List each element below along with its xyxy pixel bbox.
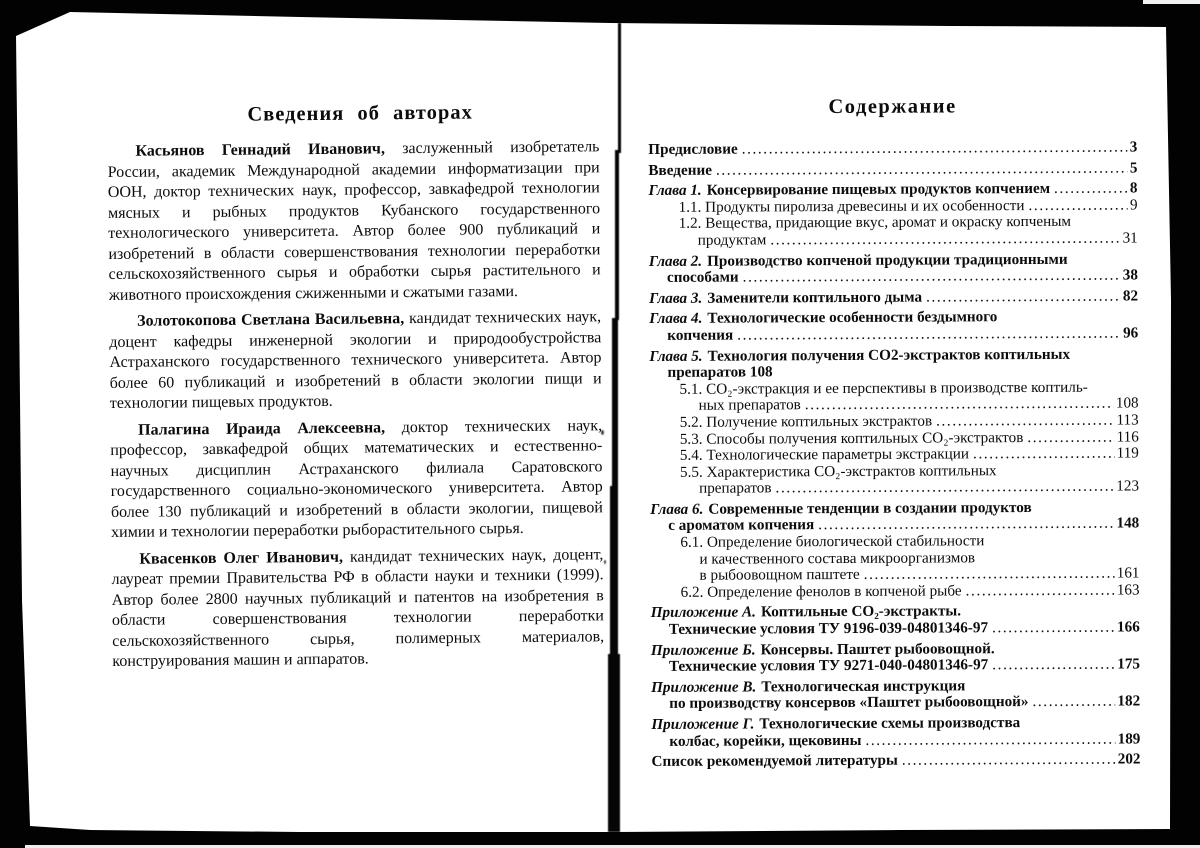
toc-entry-line (651, 582, 1140, 601)
page-number: 8 (1129, 179, 1138, 197)
toc-entry-text: 5.4. Технологические параметры экстракции (679, 445, 970, 464)
toc-entry-text: 1.2. Вещества, придающие вкус, аромат и окраску копченым (678, 213, 1072, 233)
right-page (648, 93, 1141, 770)
page-number: 108 (1115, 394, 1139, 412)
page-number: 96 (1123, 324, 1139, 342)
dot-leader (966, 582, 1115, 599)
page-number: 38 (1122, 266, 1138, 284)
author-bio-text: кандидат технических наук, доцент кафедры инженерной экологии и природообустройства Астраханского государственного технического университета. Автор более 60 публикаций и изобретений в области экологии пищи и технологии пищевых продуктов. (109, 308, 602, 412)
toc-entry-text: в рыбоовощном паштете (699, 566, 860, 584)
toc-entry-text: способами (666, 268, 739, 287)
toc-entry-text: препаратов 108 (667, 363, 773, 382)
toc-entry-text: 6.2. Определение фенолов в копченой рыбе (680, 582, 962, 601)
toc-entry-text: Технические условия ТУ 9196-039-04801346-97 (668, 619, 989, 638)
toc-entry (648, 139, 1137, 158)
toc-entry (649, 379, 1138, 415)
dot-leader (865, 731, 1115, 749)
page-number: 119 (1116, 444, 1139, 462)
toc-entry-text: и качественного состава микроорганизмов (699, 548, 976, 568)
toc-entry-text: Консервирование пищевых продуктов копчением (706, 180, 1051, 199)
toc-entry-line (649, 230, 1138, 249)
dot-leader (936, 412, 1114, 430)
toc-entry-text: Технологические схемы производства (759, 714, 1021, 733)
page-number: 175 (1117, 655, 1141, 673)
toc-entry-text: 6.1. Определение биологической стабильности (680, 532, 985, 551)
page-number: 113 (1116, 411, 1139, 429)
dot-leader (1027, 429, 1114, 446)
toc-entry-line (649, 346, 1138, 365)
dot-leader (742, 139, 1128, 158)
toc-entry-text: 5.2. Получение коптильных экстрактов (679, 412, 933, 431)
author-name: Золотокопова Светлана Васильевна, (137, 310, 405, 330)
toc-entry-line (648, 139, 1137, 158)
chapter-label: Глава 6. (650, 500, 704, 518)
toc-entry-line (651, 731, 1140, 750)
toc-entry-text: Заменители коптильного дыма (707, 288, 923, 307)
toc-entry-line (649, 288, 1138, 307)
page-number: 163 (1116, 581, 1140, 599)
toc-entry-text: Технологические особенности бездымного (707, 308, 998, 328)
toc-entry (651, 714, 1140, 750)
author-name: Квасенков Олег Иванович, (139, 548, 344, 568)
dot-leader (716, 160, 1128, 179)
page-number: 116 (1116, 427, 1139, 446)
chapter-label: Глава 5. (649, 347, 703, 365)
toc-entry (651, 677, 1140, 713)
page-number: 82 (1122, 287, 1139, 305)
toc-entry-text: препаратов (699, 479, 772, 498)
page-number: 202 (1117, 750, 1141, 768)
toc-entry-text: продуктам (697, 231, 767, 249)
page-number: 166 (1116, 618, 1140, 636)
left-page-title: Сведения об авторах (247, 101, 473, 126)
dot-leader (776, 479, 1115, 497)
toc-entry (649, 309, 1138, 345)
authors-section (107, 137, 604, 672)
toc-entry-text: ных препаратов (698, 396, 801, 415)
page-number: 148 (1116, 514, 1140, 533)
dot-leader (743, 268, 1121, 287)
toc-entry (649, 214, 1138, 250)
dot-leader (1054, 181, 1128, 198)
toc-entry-text: Технология получения СО2-экстрактов коптильных (707, 345, 1071, 365)
dot-leader (973, 446, 1115, 463)
toc-entry-text: Введение (648, 161, 712, 179)
toc-entry-text: 5.5. Характеристика СО₂-экстрактов коптильных (679, 461, 997, 481)
toc-entry-text: Консервы. Паштет рыбоовощной. (760, 639, 995, 659)
page-number: 3 (1129, 138, 1138, 156)
dot-leader (992, 657, 1115, 674)
toc-entry-text: 1.1. Продукты пиролиза древесины и их особенности (678, 196, 1025, 216)
dot-leader (926, 288, 1121, 306)
page-number: 31 (1122, 229, 1138, 247)
toc-entry-line (650, 479, 1139, 498)
author-name: Палагина Ираида Алексеевна, (138, 418, 386, 439)
dot-leader (1028, 197, 1128, 214)
toc-entry-text: Предисловие (648, 140, 738, 158)
dot-leader (1032, 694, 1115, 711)
toc-entry (651, 582, 1140, 601)
toc-entry-line (649, 268, 1138, 287)
toc-entry-line (651, 752, 1140, 771)
toc-entry-line (648, 160, 1137, 179)
dot-leader (902, 752, 1116, 770)
toc-entry (650, 462, 1139, 498)
author-paragraph (111, 545, 604, 673)
page-number: 182 (1117, 692, 1141, 710)
toc-entry (651, 752, 1140, 771)
toc-entry (651, 603, 1140, 639)
author-bio-text: кандидат технических наук, доцент, лауреат премии Правительства РФ в области науки и техники (1999). Автор более 2800 научных публикаций и патентов на изобретения в области совершенствования технологии переработки сельскохозяйственного сырья, полимерных материалов, конструирования машин и аппаратов. (111, 545, 605, 670)
author-paragraph (110, 416, 603, 544)
dot-leader (737, 325, 1121, 344)
toc-entry-text: Технологическая инструкция (761, 677, 966, 696)
toc-entry-text: колбас, корейки, щековины (669, 731, 862, 750)
page-number: 189 (1117, 730, 1141, 748)
chapter-label: Приложение Г. (651, 715, 755, 733)
chapter-label: Глава 1. (648, 181, 702, 200)
toc-entry-text: Коптильные СО₂-экстракты. (760, 602, 962, 621)
chapter-label: Глава 3. (649, 289, 703, 307)
page-number: 161 (1116, 564, 1140, 582)
toc-entry-text: 5.3. Способы получения коптильных СО₂-экстрактов (679, 428, 1024, 448)
toc-entry (650, 499, 1139, 535)
toc-entry-line (649, 325, 1138, 344)
scan-edge-notch (1143, 0, 1200, 4)
toc-entry (649, 346, 1138, 382)
toc-entry (650, 532, 1139, 584)
toc-entry-line (651, 694, 1140, 713)
toc-entry-text: Технические условия ТУ 9271-040-04801346-97 (668, 656, 989, 676)
toc-entry-line (651, 619, 1140, 638)
author-name: Касьянов Геннадий Иванович, (135, 140, 385, 160)
toc-entry-text: 5.1. СО₂-экстракция и ее перспективы в производстве коптиль- (679, 378, 1088, 398)
author-bio-text: доктор технических наук, профессор, завкафедрой общих математических и естественно-научных дисциплин Астраханского филиала Саратовского государственного социально-экономического университета. Автор более 130 публикаций и изобретений в области экологии, пищевой химии и технологии переработки рыборастительного сырья. (110, 416, 603, 541)
page-number: 9 (1129, 196, 1138, 214)
toc-entry-line (651, 657, 1140, 676)
dot-leader (864, 566, 1115, 584)
toc-title: Содержание (828, 95, 957, 119)
chapter-label: Приложение В. (651, 678, 757, 696)
chapter-label: Глава 4. (649, 310, 703, 328)
chapter-label: Приложение А. (650, 603, 756, 622)
page-number: 5 (1129, 159, 1138, 177)
author-paragraph (107, 137, 601, 306)
toc-entry (651, 640, 1140, 676)
dot-leader (805, 396, 1114, 414)
toc-entry-text: по производству консервов «Паштет рыбоовощной» (669, 693, 1029, 713)
chapter-label: Глава 2. (648, 252, 703, 270)
chapter-label: Приложение Б. (650, 641, 756, 659)
page-number: 123 (1116, 477, 1140, 495)
dot-leader (992, 620, 1115, 637)
toc-entry (649, 251, 1138, 287)
toc-entry-text: с ароматом копчения (668, 516, 815, 535)
toc-entry-text: копчения (667, 326, 734, 344)
toc-entry (648, 160, 1137, 179)
left-page (107, 99, 604, 678)
author-paragraph (109, 307, 602, 414)
toc-entry (649, 288, 1138, 307)
author-bio-text: заслуженный изобретатель России, академик Международной академии информатизации при ООН, доктор технических наук, профессор, завкафедрой технологии мясных и рыбных продуктов Кубанского государственного технологического университета. Автор более 900 публикаций и изобретений в области совершенствования технологии переработки сельскохозяйственного сырья и обработки сырья растительного и животного происхождения сжиженными и сжатыми газами. (107, 138, 601, 304)
dot-leader (770, 230, 1120, 248)
toc-list (648, 139, 1140, 770)
toc-entry-text: Список рекомендуемой литературы (651, 751, 898, 771)
toc-entry-text: Современные тенденции в создании продуктов (708, 498, 1032, 518)
toc-entry-text: Производство копченой продукции традиционными (707, 250, 1068, 270)
